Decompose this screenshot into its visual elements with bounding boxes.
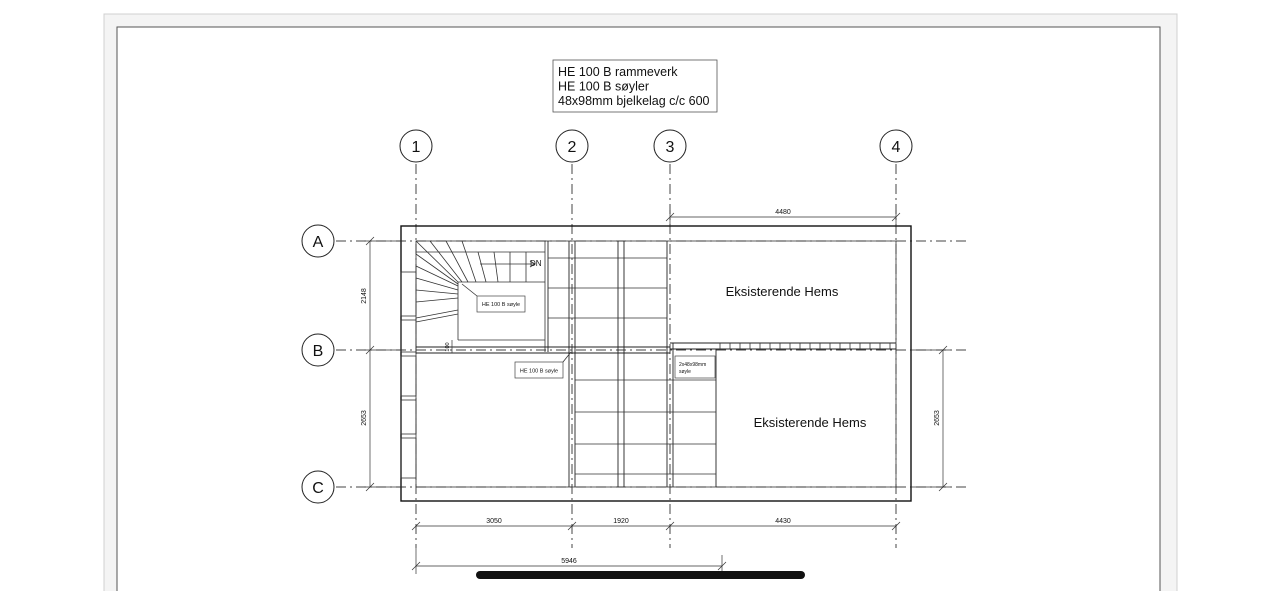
- column-tag-2-text: HE 100 B søyle: [519, 368, 559, 375]
- grid-label-3: 3: [665, 139, 675, 156]
- grid-label-b: B: [312, 343, 324, 360]
- home-indicator[interactable]: [476, 571, 805, 579]
- dimension-bottom-5946-label: 5946: [561, 558, 577, 565]
- grid-label-2: 2: [567, 139, 577, 156]
- grid-label-4: 4: [891, 139, 901, 156]
- column-tag-3: [675, 356, 715, 378]
- note-box: [553, 60, 717, 112]
- grid-bubble-c: [302, 471, 334, 503]
- dimension-left-2148-label: 2148: [361, 288, 368, 304]
- dimension-bottom-4430-label: 4430: [775, 518, 791, 525]
- dimension-100-label: 100: [445, 342, 451, 352]
- room-label-upper: Eksisterende Hems: [725, 284, 839, 299]
- column-tag-1-text: HE 100 B søyle: [481, 302, 521, 308]
- grid-bubble-3: [654, 130, 686, 162]
- column-tag-3-line1: 2x48x98mm: [679, 362, 707, 368]
- dimension-top-4480-label: 4480: [775, 209, 791, 216]
- dimension-right-2653-label: 2653: [934, 410, 941, 426]
- note-line-1: HE 100 B rammeverk: [558, 65, 678, 79]
- grid-bubble-2: [556, 130, 588, 162]
- column-tag-3-line2: søyle: [679, 369, 691, 375]
- grid-label-1: 1: [411, 139, 421, 156]
- grid-bubble-b: [302, 334, 334, 366]
- room-label-lower: Eksisterende Hems: [753, 415, 867, 430]
- grid-label-c: C: [312, 480, 324, 497]
- grid-bubble-1: [400, 130, 432, 162]
- dimension-bottom-3050-label: 3050: [486, 518, 502, 525]
- grid-bubble-a: [302, 225, 334, 257]
- dimension-left-2653-label: 2653: [361, 410, 368, 426]
- stair-direction-label: DN: [530, 259, 542, 268]
- grid-bubble-4: [880, 130, 912, 162]
- note-line-3: 48x98mm bjelkelag c/c 600: [558, 94, 710, 108]
- grid-label-a: A: [312, 234, 324, 251]
- dimension-bottom-1920-label: 1920: [613, 518, 629, 525]
- note-line-2: HE 100 B søyler: [558, 79, 650, 94]
